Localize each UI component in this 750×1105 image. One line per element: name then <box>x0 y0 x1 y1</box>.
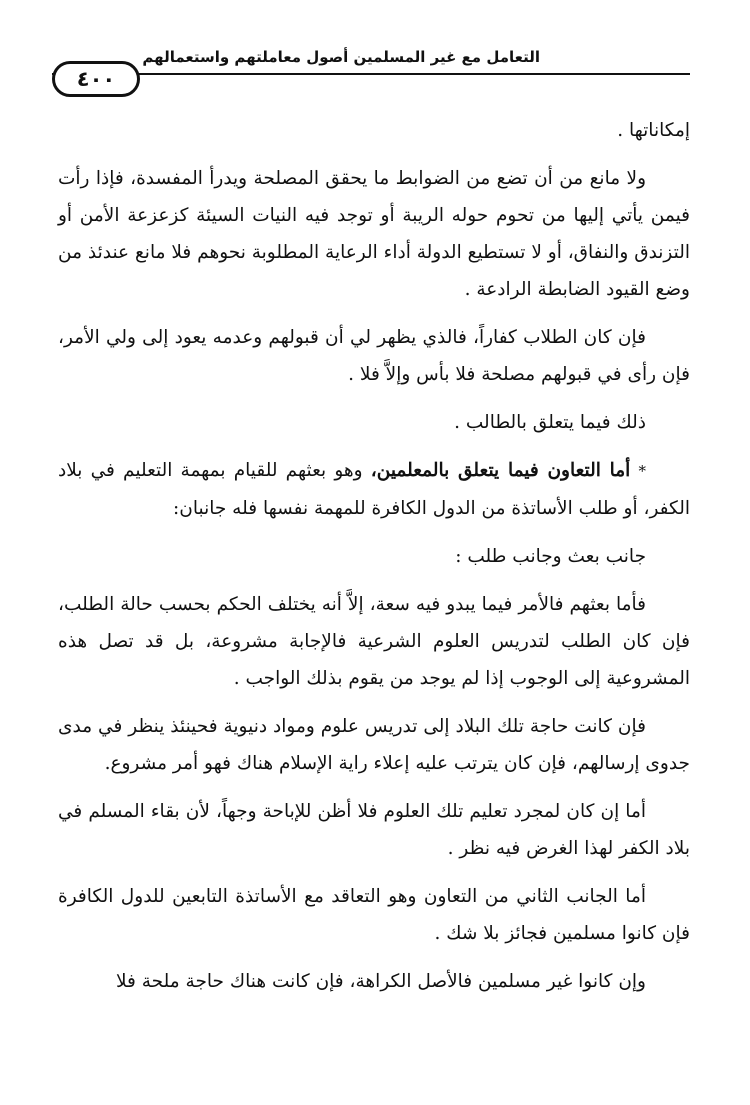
paragraph-7: فأما بعثهم فالأمر فيما يبدو فيه سعة، إلاَّ أنه يختلف الحكم بحسب حالة الطلب، فإن كان الطلب لتدريس العلوم الشرعية فالإجابة مشروعة، بل قد تصل هذه المشروعية إلى الوجوب إذا لم يوجد من يقوم بذلك الواجب . <box>58 594 690 689</box>
page-number-badge: ٤٠٠ <box>52 61 140 97</box>
bullet-star-icon: * <box>638 462 646 480</box>
paragraph-10: أما الجانب الثاني من التعاون وهو التعاقد مع الأساتذة التابعين للدول الكافرة فإن كانوا مسلمين فجائز بلا شك . <box>58 886 690 944</box>
paragraph-6: جانب بعث وجانب طلب : <box>455 546 646 567</box>
paragraph-1: إمكاناتها . <box>617 120 690 141</box>
paragraph-3: فإن كان الطلاب كفاراً، فالذي يظهر لي أن قبولهم وعدمه يعود إلى ولي الأمر، فإن رأى في قبولهم مصلحة فلا بأس وإلاَّ فلا . <box>58 327 690 385</box>
paragraph-5 <box>58 452 690 527</box>
paragraph-2: ولا مانع من أن تضع من الضوابط ما يحقق المصلحة ويدرأ المفسدة، فإذا رأت فيمن يأتي إليها من تحوم حوله الريبة أو توجد فيه النيات السيئة كزعزعة الأمن أو التزندق والنفاق، أو لا تستطيع الدولة أداء الرعاية المطلوبة نحوهم فلا مانع عندئذ من وضع القيود الضابطة الرادعة . <box>58 168 690 300</box>
header-rule <box>52 73 690 75</box>
paragraph-9: أما إن كان لمجرد تعليم تلك العلوم فلا أظن للإباحة وجهاً، لأن بقاء المسلم في بلاد الكفر لهذا الغرض فيه نظر . <box>58 801 690 859</box>
paragraph-5-lead: أما التعاون فيما يتعلق بالمعلمين، <box>370 460 631 481</box>
paragraph-5-rest: وهو بعثهم للقيام بمهمة التعليم في بلاد الكفر، أو طلب الأساتذة من الدول الكافرة للمهمة نفسها فله جانبان: <box>58 460 690 519</box>
page-body <box>58 112 690 1011</box>
paragraph-4: ذلك فيما يتعلق بالطالب . <box>454 412 646 433</box>
paragraph-11: وإن كانوا غير مسلمين فالأصل الكراهة، فإن كانت هناك حاجة ملحة فلا <box>116 971 646 992</box>
page-header <box>52 40 690 102</box>
paragraph-8: فإن كانت حاجة تلك البلاد إلى تدريس علوم ومواد دنيوية فحينئذ ينظر في مدى جدوى إرسالهم، فإن كان يترتب عليه إعلاء راية الإسلام هناك فهو أمر مشروع. <box>58 716 690 774</box>
running-title: التعامل مع غير المسلمين أصول معاملتهم واستعمالهم <box>142 48 540 66</box>
